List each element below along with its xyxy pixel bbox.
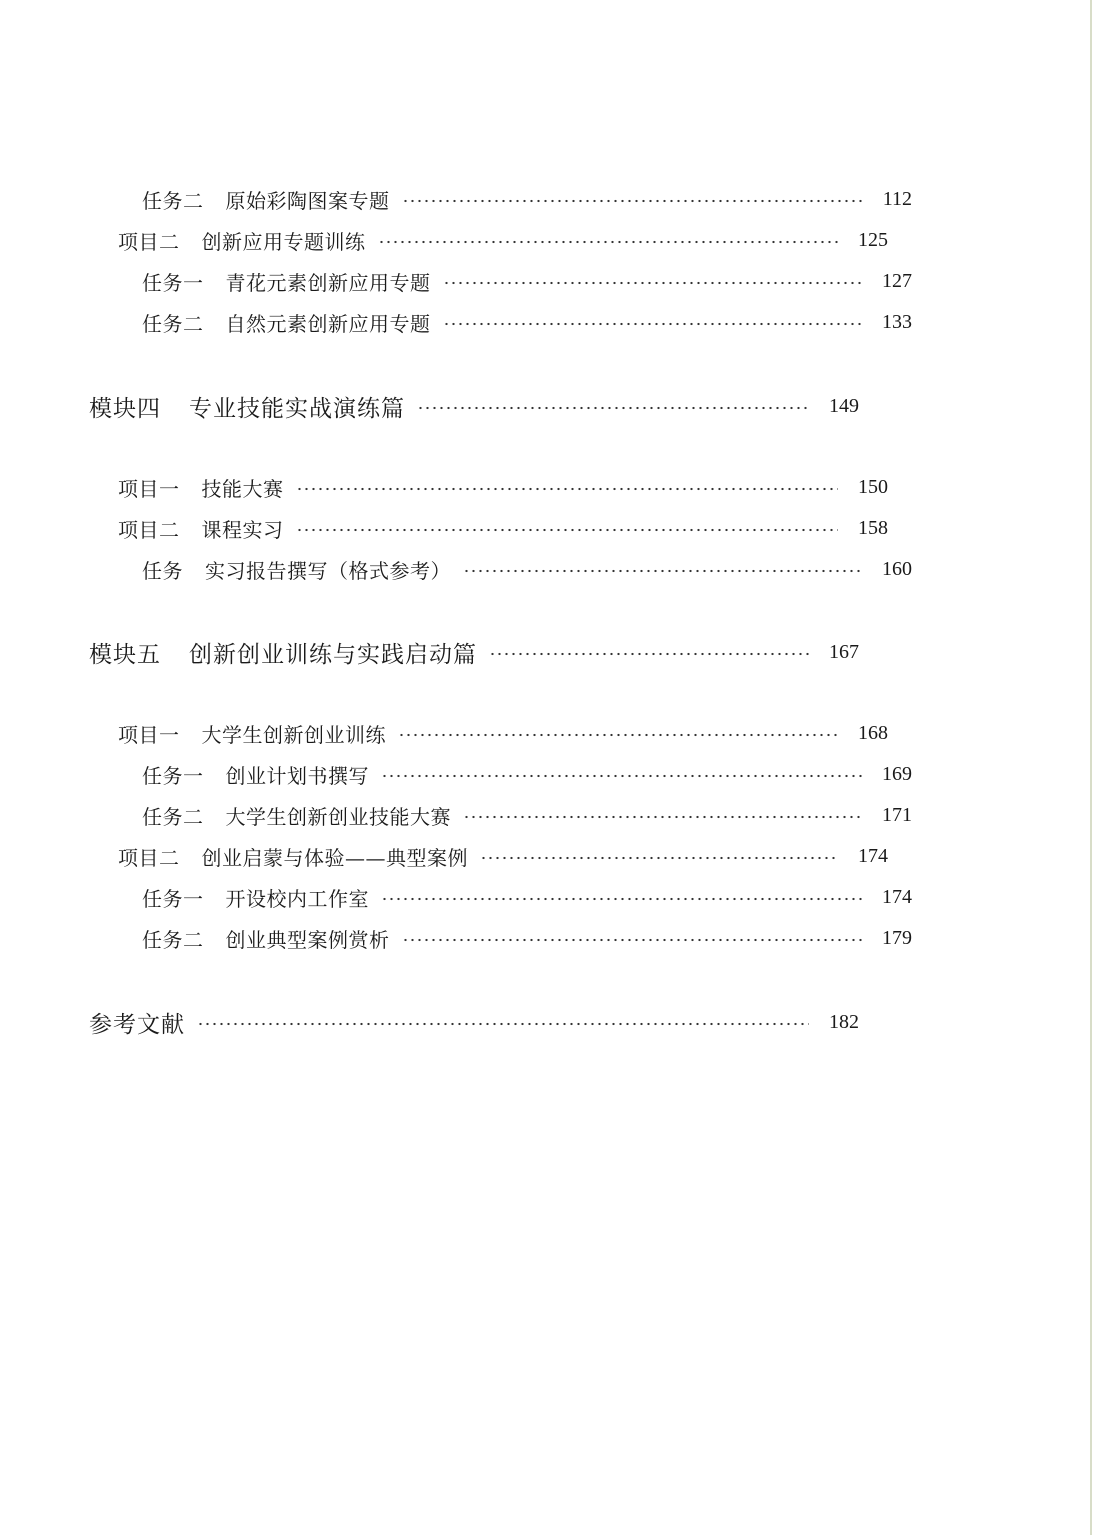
dot-leader (197, 1022, 809, 1026)
dot-leader (398, 733, 838, 737)
dot-leader (381, 774, 862, 778)
toc-entry-page: 112 (882, 187, 912, 210)
toc-entry-label: 参考文献 (89, 1011, 185, 1038)
dot-leader (463, 815, 862, 819)
toc-entry[interactable] (0, 718, 888, 748)
toc-entry[interactable] (0, 800, 912, 830)
toc-entry-label: 模块五 创新创业训练与实践启动篇 (89, 641, 477, 668)
dot-leader (378, 240, 839, 244)
toc-entry-page: 169 (882, 762, 912, 785)
toc-entry-page: 174 (882, 885, 912, 908)
toc-entry[interactable] (0, 554, 912, 584)
toc-entry-label: 任务二 创业典型案例赏析 (142, 927, 390, 952)
toc-entry-page: 171 (882, 803, 912, 826)
toc-entry-references[interactable] (0, 1007, 859, 1037)
toc-entry[interactable] (0, 266, 912, 296)
toc-entry[interactable] (0, 841, 888, 871)
toc-entry-label: 模块四 专业技能实战演练篇 (89, 395, 405, 422)
toc-entry[interactable] (0, 882, 912, 912)
toc-entry-page: 125 (858, 228, 888, 251)
toc-entry-page: 182 (829, 1010, 859, 1033)
toc-entry-label: 项目二 课程实习 (118, 517, 284, 542)
dot-leader (402, 938, 863, 942)
toc-entry[interactable] (0, 513, 888, 543)
toc-entry-page: 160 (882, 557, 912, 580)
toc-entry-label: 任务二 自然元素创新应用专题 (142, 311, 431, 336)
toc-entry-page: 150 (858, 475, 888, 498)
toc-entry-page: 167 (829, 640, 859, 663)
toc-entry-label: 任务一 创业计划书撰写 (142, 763, 369, 788)
toc-entry-page: 158 (858, 516, 888, 539)
toc-entry-page: 179 (882, 926, 912, 949)
toc-entry-page: 149 (829, 394, 859, 417)
dot-leader (463, 569, 862, 573)
toc-entry[interactable] (0, 759, 912, 789)
toc-entry-label: 任务 实习报告撰写（格式参考） (142, 558, 451, 583)
toc-entry-page: 168 (858, 721, 888, 744)
toc-entry-label: 任务二 大学生创新创业技能大赛 (142, 804, 451, 829)
dot-leader (443, 322, 863, 326)
toc-entry-module[interactable] (0, 637, 859, 667)
dot-leader (296, 487, 839, 491)
toc-entry[interactable] (0, 184, 912, 214)
toc-entry[interactable] (0, 472, 888, 502)
toc-entry-label: 任务一 开设校内工作室 (142, 886, 369, 911)
dot-leader (402, 199, 863, 203)
toc-entry-page: 174 (858, 844, 888, 867)
dot-leader (480, 856, 838, 860)
toc-entry-label: 项目一 技能大赛 (118, 476, 284, 501)
toc-entry-label: 任务二 原始彩陶图案专题 (142, 188, 390, 213)
dot-leader (489, 652, 809, 656)
dot-leader (443, 281, 863, 285)
dot-leader (296, 528, 839, 532)
toc-entry-label: 项目二 创新应用专题训练 (118, 229, 366, 254)
toc-entry[interactable] (0, 307, 912, 337)
toc-entry[interactable] (0, 225, 888, 255)
dot-leader (381, 897, 862, 901)
toc-entry-label: 项目二 创业启蒙与体验——典型案例 (118, 845, 468, 870)
toc-entry-label: 任务一 青花元素创新应用专题 (142, 270, 431, 295)
toc-entry-module[interactable] (0, 391, 859, 421)
toc-entry-page: 127 (882, 269, 912, 292)
toc-entry-page: 133 (882, 310, 912, 333)
toc-entry-label: 项目一 大学生创新创业训练 (118, 722, 386, 747)
dot-leader (417, 406, 809, 410)
toc-entry[interactable] (0, 923, 912, 953)
